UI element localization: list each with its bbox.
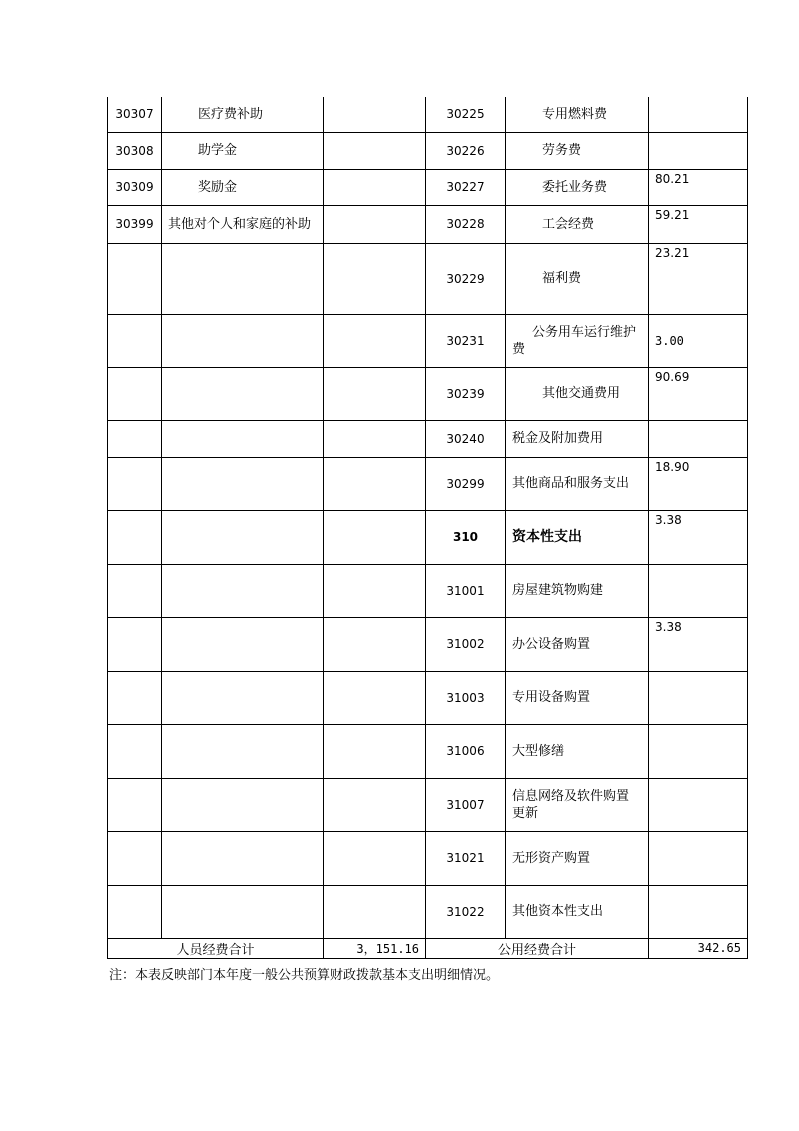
left-amount-cell (324, 314, 426, 367)
left-code-cell (108, 314, 162, 367)
public-total-amount: 342.65 (649, 938, 748, 958)
right-code-cell: 31007 (426, 778, 506, 831)
table-row (108, 617, 748, 671)
left-code-cell (108, 510, 162, 564)
right-amount-cell: 80.21 (649, 169, 748, 205)
left-amount-cell (324, 420, 426, 457)
left-name-cell (162, 617, 324, 671)
left-amount-cell (324, 457, 426, 510)
left-amount-cell (324, 97, 426, 132)
right-code-cell: 30229 (426, 243, 506, 314)
left-amount-cell (324, 885, 426, 938)
left-code-cell (108, 457, 162, 510)
right-name-cell: 工会经费 (506, 205, 649, 243)
right-amount-cell: 3.38 (649, 510, 748, 564)
table-row (108, 564, 748, 617)
left-amount-cell (324, 617, 426, 671)
left-name-cell (162, 564, 324, 617)
left-amount-cell (324, 169, 426, 205)
table-row (108, 132, 748, 169)
left-name-cell (162, 724, 324, 778)
left-code-cell (108, 243, 162, 314)
right-name-cell: 房屋建筑物购建 (506, 564, 649, 617)
left-name-cell: 其他对个人和家庭的补助 (162, 205, 324, 243)
table-row (108, 510, 748, 564)
right-code-cell: 30226 (426, 132, 506, 169)
table-row (108, 671, 748, 724)
right-amount-cell (649, 831, 748, 885)
left-code-cell (108, 671, 162, 724)
table-body (108, 97, 748, 958)
right-code-cell: 30228 (426, 205, 506, 243)
left-code-cell: 30399 (108, 205, 162, 243)
left-name-cell: 奖励金 (162, 169, 324, 205)
right-name-cell: 税金及附加费用 (506, 420, 649, 457)
left-amount-cell (324, 510, 426, 564)
left-name-cell: 医疗费补助 (162, 97, 324, 132)
left-name-cell: 助学金 (162, 132, 324, 169)
left-code-cell (108, 617, 162, 671)
right-name-cell: 其他交通费用 (506, 367, 649, 420)
left-code-cell: 30309 (108, 169, 162, 205)
left-name-cell (162, 510, 324, 564)
right-code-cell: 30231 (426, 314, 506, 367)
table-row (108, 885, 748, 938)
right-name-cell: 资本性支出 (506, 510, 649, 564)
expenditure-detail-table (107, 97, 748, 959)
left-amount-cell (324, 243, 426, 314)
left-code-cell (108, 778, 162, 831)
right-name-cell: 委托业务费 (506, 169, 649, 205)
left-amount-cell (324, 132, 426, 169)
table-row (108, 367, 748, 420)
left-code-cell (108, 564, 162, 617)
right-amount-cell (649, 671, 748, 724)
right-amount-cell (649, 778, 748, 831)
right-name-cell: 其他商品和服务支出 (506, 457, 649, 510)
left-code-cell (108, 724, 162, 778)
left-code-cell (108, 367, 162, 420)
left-amount-cell (324, 367, 426, 420)
left-amount-cell (324, 778, 426, 831)
right-name-cell: 福利费 (506, 243, 649, 314)
right-code-cell: 30225 (426, 97, 506, 132)
table-row (108, 97, 748, 132)
right-name-cell: 大型修缮 (506, 724, 649, 778)
table-row (108, 831, 748, 885)
right-code-cell: 310 (426, 510, 506, 564)
right-name-cell: 信息网络及软件购置更新 (506, 778, 649, 831)
left-amount-cell (324, 205, 426, 243)
left-amount-cell (324, 831, 426, 885)
right-code-cell: 31003 (426, 671, 506, 724)
left-amount-cell (324, 724, 426, 778)
right-name-cell: 专用设备购置 (506, 671, 649, 724)
right-code-cell: 30239 (426, 367, 506, 420)
left-name-cell (162, 671, 324, 724)
left-amount-cell (324, 564, 426, 617)
right-amount-cell: 3.38 (649, 617, 748, 671)
left-name-cell (162, 831, 324, 885)
left-code-cell (108, 831, 162, 885)
personnel-total-label: 人员经费合计 (108, 938, 324, 958)
right-code-cell: 31021 (426, 831, 506, 885)
right-name-cell: 其他资本性支出 (506, 885, 649, 938)
left-code-cell (108, 420, 162, 457)
table-row (108, 169, 748, 205)
right-code-cell: 30299 (426, 457, 506, 510)
left-name-cell (162, 367, 324, 420)
right-amount-cell: 23.21 (649, 243, 748, 314)
table-row (108, 420, 748, 457)
right-code-cell: 31022 (426, 885, 506, 938)
right-name-cell: 办公设备购置 (506, 617, 649, 671)
right-code-cell: 31001 (426, 564, 506, 617)
table-row (108, 205, 748, 243)
right-name-cell: 公务用车运行维护费 (506, 314, 649, 367)
right-name-cell: 劳务费 (506, 132, 649, 169)
right-amount-cell: 90.69 (649, 367, 748, 420)
public-total-label: 公用经费合计 (426, 938, 649, 958)
table-row (108, 457, 748, 510)
left-amount-cell (324, 671, 426, 724)
right-amount-cell (649, 724, 748, 778)
table-row (108, 724, 748, 778)
left-name-cell (162, 314, 324, 367)
right-code-cell: 31002 (426, 617, 506, 671)
table-row (108, 778, 748, 831)
right-code-cell: 30240 (426, 420, 506, 457)
table-footnote: 注：本表反映部门本年度一般公共预算财政拨款基本支出明细情况。 (109, 968, 500, 983)
left-name-cell (162, 420, 324, 457)
left-name-cell (162, 778, 324, 831)
right-amount-cell (649, 420, 748, 457)
right-amount-cell (649, 97, 748, 132)
personnel-total-amount: 3，151.16 (324, 938, 426, 958)
left-name-cell (162, 885, 324, 938)
right-amount-cell: 3.00 (649, 314, 748, 367)
left-name-cell (162, 243, 324, 314)
table-row (108, 314, 748, 367)
left-code-cell: 30307 (108, 97, 162, 132)
left-code-cell (108, 885, 162, 938)
right-name-cell: 无形资产购置 (506, 831, 649, 885)
right-code-cell: 31006 (426, 724, 506, 778)
right-amount-cell (649, 564, 748, 617)
right-amount-cell (649, 132, 748, 169)
totals-row (108, 938, 748, 958)
right-amount-cell: 18.90 (649, 457, 748, 510)
right-amount-cell (649, 885, 748, 938)
right-code-cell: 30227 (426, 169, 506, 205)
right-amount-cell: 59.21 (649, 205, 748, 243)
table-row (108, 243, 748, 314)
left-code-cell: 30308 (108, 132, 162, 169)
right-name-cell: 专用燃料费 (506, 97, 649, 132)
left-name-cell (162, 457, 324, 510)
